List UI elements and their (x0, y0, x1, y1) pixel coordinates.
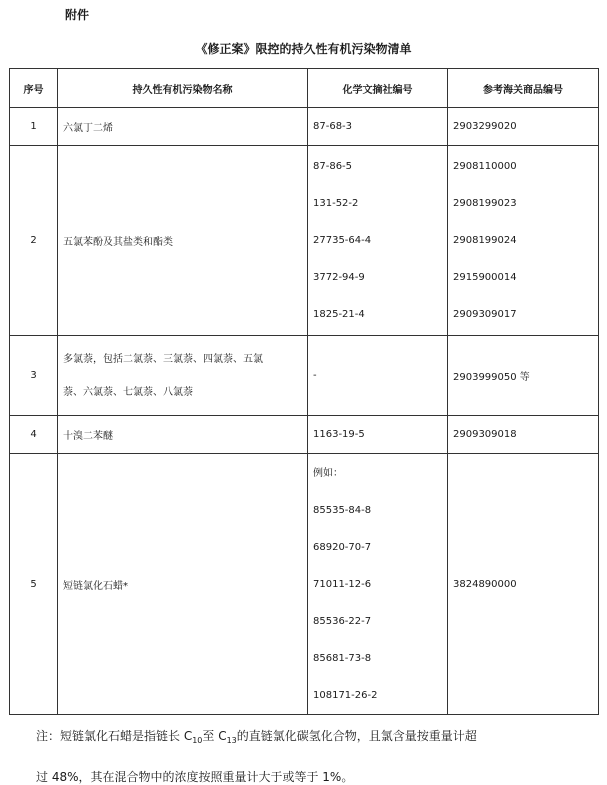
row-seq: 5 (10, 454, 58, 715)
column-header-hs: 参考海关商品编号 (448, 69, 599, 108)
table-row (10, 146, 599, 336)
footnote-line-2: 过 48%，其在混合物中的浓度按照重量计大于或等于 1%。 (36, 770, 354, 784)
cas-number: 71011-12-6 (313, 578, 372, 590)
row-seq: 4 (10, 416, 58, 454)
row-pollutant-name: 短链氯化石蜡* (58, 454, 308, 715)
hs-code: 2915900014 (453, 272, 517, 283)
footnote-text: 注：短链氯化石蜡是指链长 C (36, 729, 193, 743)
row-hs-code: 2909309018 (448, 416, 599, 454)
cas-number: 131-52-2 (313, 198, 359, 209)
row-cas-number: 1163-19-5 (308, 416, 448, 454)
column-header-cas: 化学文摘社编号 (308, 69, 448, 108)
table-row (10, 108, 599, 146)
row-seq: 3 (10, 336, 58, 416)
row-cas-list (308, 454, 448, 715)
cas-number: 3772-94-9 (313, 272, 365, 283)
hs-code: 2908110000 (453, 161, 517, 172)
cas-number: 27735-64-4 (313, 235, 372, 246)
footnote (36, 728, 581, 785)
cas-number: 1825-21-4 (313, 309, 365, 320)
hs-code: 2908199024 (453, 235, 517, 246)
row-seq: 1 (10, 108, 58, 146)
pollutant-name-line: 多氯萘，包括二氯萘、三氯萘、四氯萘、五氯 (63, 353, 263, 365)
cas-intro: 例如： (313, 467, 343, 479)
row-pollutant-name: 十溴二苯醚 (58, 416, 308, 454)
row-hs-code: 3824890000 (448, 454, 599, 715)
column-header-seq: 序号 (10, 69, 58, 108)
cas-number: 68920-70-7 (313, 541, 372, 553)
footnote-subscript: 10 (192, 736, 203, 745)
cas-number: 108171-26-2 (313, 689, 378, 701)
pollutant-name-line: 萘、六氯萘、七氯萘、八氯萘 (63, 386, 193, 398)
table-row (10, 336, 599, 416)
footnote-text: 至 C (202, 729, 227, 743)
footnote-subscript: 13 (226, 736, 237, 745)
document-title: 《修正案》限控的持久性有机污染物清单 (195, 42, 412, 56)
pop-list-table (9, 68, 599, 715)
cas-number: 87-86-5 (313, 161, 353, 172)
row-hs-list (448, 146, 599, 336)
cas-number: 85535-84-8 (313, 504, 372, 516)
row-cas-list (308, 146, 448, 336)
row-hs-code: 2903999050 等 (448, 336, 599, 416)
hs-code: 2908199023 (453, 198, 517, 209)
cas-number: 85536-22-7 (313, 615, 372, 627)
table-row (10, 416, 599, 454)
attachment-label: 附件 (65, 8, 90, 22)
row-pollutant-name (58, 336, 308, 416)
column-header-name: 持久性有机污染物名称 (58, 69, 308, 108)
hs-code: 2909309017 (453, 309, 517, 320)
row-hs-code: 2903299020 (448, 108, 599, 146)
cas-number: 85681-73-8 (313, 652, 372, 664)
row-cas-number: 87-68-3 (308, 108, 448, 146)
row-pollutant-name: 五氯苯酚及其盐类和酯类 (58, 146, 308, 336)
footnote-text: 的直链氯化碳氢化合物，且氯含量按重量计超 (236, 729, 477, 743)
row-cas-number: - (308, 336, 448, 416)
table-row (10, 454, 599, 715)
row-pollutant-name: 六氯丁二烯 (58, 108, 308, 146)
row-seq: 2 (10, 146, 58, 336)
table-header-row (10, 69, 599, 108)
